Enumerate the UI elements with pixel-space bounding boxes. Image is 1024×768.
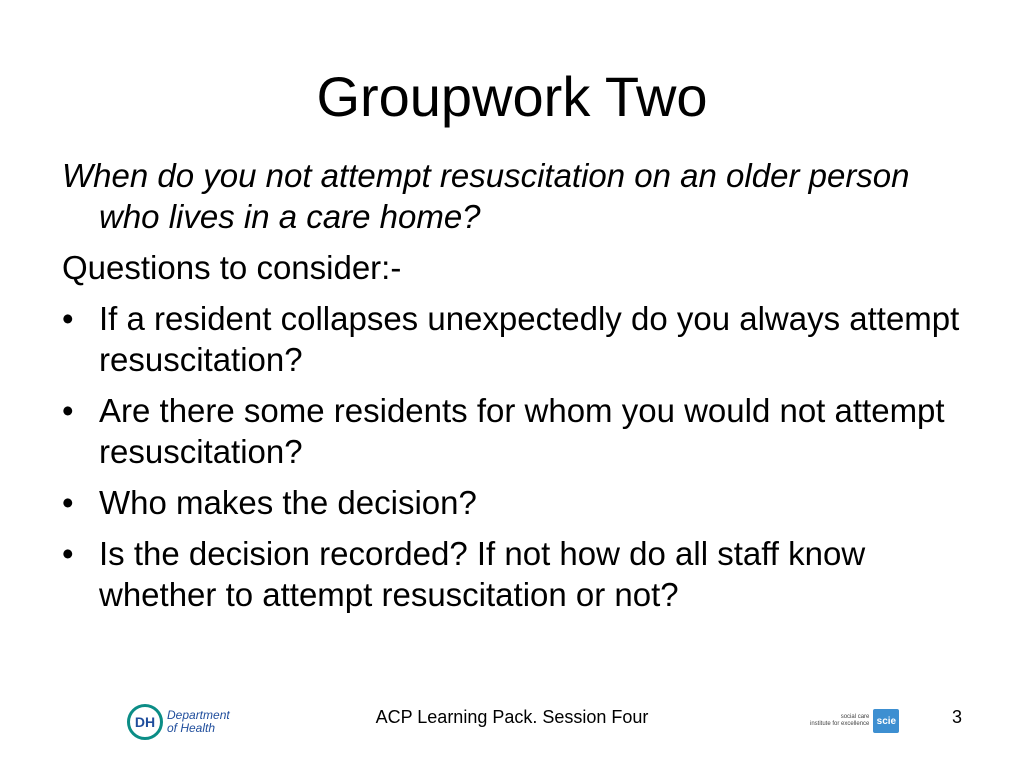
- scie-badge-icon: scie: [873, 709, 899, 733]
- subheading: Questions to consider:-: [62, 249, 402, 286]
- scie-logo-line2: institute for excellence: [810, 721, 870, 727]
- scie-logo-text: [810, 714, 869, 728]
- dh-logo-line1: Department: [167, 708, 230, 722]
- bullet-icon: •: [62, 300, 74, 337]
- bullet-text: If a resident collapses unexpectedly do you always attempt resuscitation?: [99, 300, 960, 378]
- bullet-text: Is the decision recorded? If not how do all staff know whether to attempt resuscitation or not?: [99, 535, 866, 613]
- bullet-item: [62, 482, 972, 523]
- bullet-text: Who makes the decision?: [99, 484, 477, 521]
- bullet-item: [62, 390, 972, 472]
- bullet-item: [62, 533, 972, 615]
- scie-logo-line1: social care: [840, 714, 870, 720]
- main-question: When do you not attempt resuscitation on an older person who lives in a care home?: [62, 157, 910, 235]
- scie-logo: [810, 708, 899, 734]
- bullet-icon: •: [62, 484, 74, 521]
- dh-badge-icon: DH: [127, 704, 163, 740]
- page-number: 3: [951, 707, 962, 727]
- bullet-text: Are there some residents for whom you would not attempt resuscitation?: [99, 392, 945, 470]
- footer-text: ACP Learning Pack. Session Four: [375, 707, 649, 727]
- bullet-icon: •: [62, 535, 74, 572]
- slide-title: Groupwork Two: [316, 65, 708, 128]
- bullet-icon: •: [62, 392, 74, 429]
- bullet-item: [62, 298, 972, 380]
- dh-logo-line2: of Health: [167, 721, 216, 735]
- slide-body: [62, 155, 972, 625]
